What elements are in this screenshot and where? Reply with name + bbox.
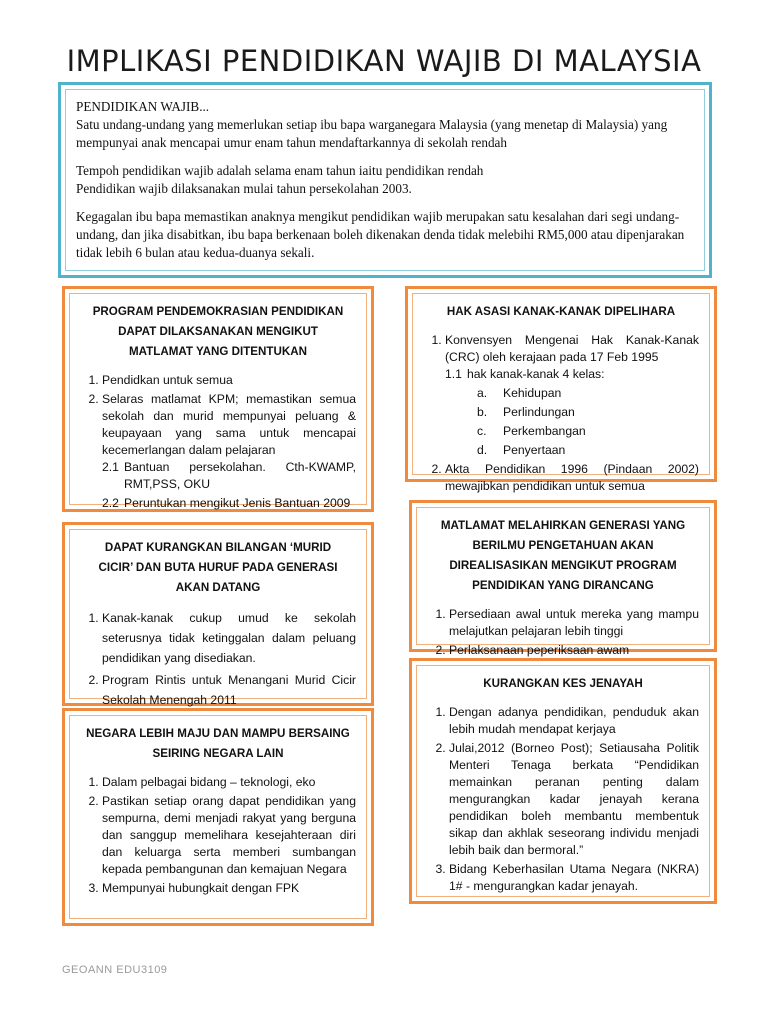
box-heading: NEGARA LEBIH MAJU DAN MAMPU BERSAING SEIRING NEGARA LAIN	[86, 727, 350, 760]
list-item: 3. Bidang Keberhasilan Utama Negara (NKRA) 1# - mengurangkan kadar jenayah.	[449, 861, 699, 895]
list-item: 2. Akta Pendidikan 1996 (Pindaan 2002) mewajibkan pendidikan untuk semua	[445, 461, 699, 495]
list-item: 2. Pastikan setiap orang dapat pendidikan yang sempurna, demi menjadi rakyat yang berguna dan sanggup memelihara kesejahteraan diri dan keluarga serta memberi sumbangan kepada pembangunan dan kemajuan Negara	[102, 793, 356, 878]
footer-credit: GEOANN EDU3109	[62, 964, 168, 976]
list-item: 1. Dengan adanya pendidikan, penduduk akan lebih mudah mendapat kerjaya	[449, 704, 699, 738]
list-item: 1. Kanak-kanak cukup umud ke sekolah seterusnya tidak ketinggalan dalam peluang pendidikan yang disediakan.	[102, 608, 356, 668]
box-heading: HAK ASASI KANAK-KANAK DIPELIHARA	[446, 305, 676, 318]
box-list	[80, 774, 356, 897]
box-generasi-berilmu	[409, 500, 717, 657]
alpha-item: d. Penyertaan	[477, 443, 566, 457]
box-list	[427, 606, 699, 659]
sub-list-item: 2.2 Peruntukan mengikut Jenis Bantuan 2009	[102, 496, 351, 510]
sub-list-item: 2.1 Bantuan persekolahan. Cth-KWAMP, RMT,PSS, OKU	[102, 460, 356, 491]
alpha-item: c. Perkembangan	[477, 424, 586, 438]
box-murid-cicir	[62, 522, 374, 706]
list-item: 1. Persediaan awal untuk mereka yang mampu melajutkan pelajaran lebih tinggi	[449, 606, 699, 640]
page-title: IMPLIKASI PENDIDIKAN WAJIB DI MALAYSIA	[66, 44, 702, 78]
box-list	[80, 608, 356, 710]
box-list	[427, 704, 699, 895]
box-pendemokrasian	[62, 286, 374, 512]
box-hak-asasi	[405, 286, 717, 493]
list-item: 1. Dalam pelbagai bidang – teknologi, eko	[102, 774, 356, 791]
intro-box	[58, 82, 712, 278]
box-heading: MATLAMAT MELAHIRKAN GENERASI YANG BERILMU PENGETAHUAN AKAN DIREALISASIKAN MENGIKUT PROGRAM PENDIDIKAN YANG DIRANCANG	[440, 519, 686, 592]
box-heading: PROGRAM PENDEMOKRASIAN PENDIDIKAN DAPAT DILAKSANAKAN MENGIKUT MATLAMAT YANG DITENTUKAN	[92, 305, 344, 358]
list-item: 1. Pendidkan untuk semua	[102, 372, 356, 389]
box-list	[423, 332, 699, 495]
list-item-text: Selaras matlamat KPM; memastikan semua sekolah dan murid mempunyai peluang & keupayaan yang sama untuk mencapai kecemerlangan dalam pelajaran	[102, 392, 356, 457]
box-heading: KURANGKAN KES JENAYAH	[483, 677, 643, 690]
box-list	[80, 372, 356, 512]
box-heading: DAPAT KURANGKAN BILANGAN ‘MURID CICIR’ DAN BUTA HURUF PADA GENERASI AKAN DATANG	[98, 541, 338, 594]
intro-paragraph-2b: Pendidikan wajib dilaksanakan mulai tahun persekolahan 2003.	[76, 181, 412, 196]
box-negara-maju	[62, 708, 374, 926]
box-kes-jenayah	[409, 658, 717, 904]
intro-heading: PENDIDIKAN WAJIB...	[76, 99, 210, 114]
list-item	[102, 391, 356, 512]
alpha-item: b. Perlindungan	[477, 405, 575, 419]
list-item: 3. Mempunyai hubungkait dengan FPK	[102, 880, 356, 897]
list-item: 1. Konvensyen Mengenai Hak Kanak-Kanak (CRC) oleh kerajaan pada 17 Feb 1995 1.1 hak kanak-kanak 4 kelas: a. Kehidupan b. Perlindungan c. Perkembangan d. Penyertaan	[445, 332, 699, 459]
intro-paragraph-1: Satu undang-undang yang memerlukan setiap ibu bapa warganegara Malaysia (yang menetap di Malaysia) yang mempunyai anak mencapai umur enam tahun mendaftarkannya di sekolah rendah	[76, 117, 668, 150]
list-item: 2. Julai,2012 (Borneo Post); Setiausaha Politik Menteri Tenaga berkata “Pendidikan memainkan peranan penting dalam mengurangkan kadar jenayah kerana pendidikan boleh membantu membentuk sikap dan akhlak seseorang individu menjadi lebih baik dan bermoral.”	[449, 740, 699, 859]
alpha-item: a. Kehidupan	[477, 386, 562, 400]
list-item: 2. Perlaksanaan peperiksaan awam	[449, 642, 699, 659]
sub-list-item: 1.1 hak kanak-kanak 4 kelas:	[445, 367, 605, 381]
intro-paragraph-3: Kegagalan ibu bapa memastikan anaknya mengikut pendidikan wajib merupakan satu kesalahan dari segi undang-undang, dan jika disabitkan, ibu bapa berkenaan boleh dikenakan denda tidak melebihi RM5,000 atau dipenjarakan tidak lebih 6 bulan atau kedua-duanya sekali.	[76, 209, 685, 260]
list-item: 2. Program Rintis untuk Menangani Murid Cicir Sekolah Menengah 2011	[102, 670, 356, 710]
intro-paragraph-2a: Tempoh pendidikan wajib adalah selama enam tahun iaitu pendidikan rendah	[76, 163, 484, 178]
